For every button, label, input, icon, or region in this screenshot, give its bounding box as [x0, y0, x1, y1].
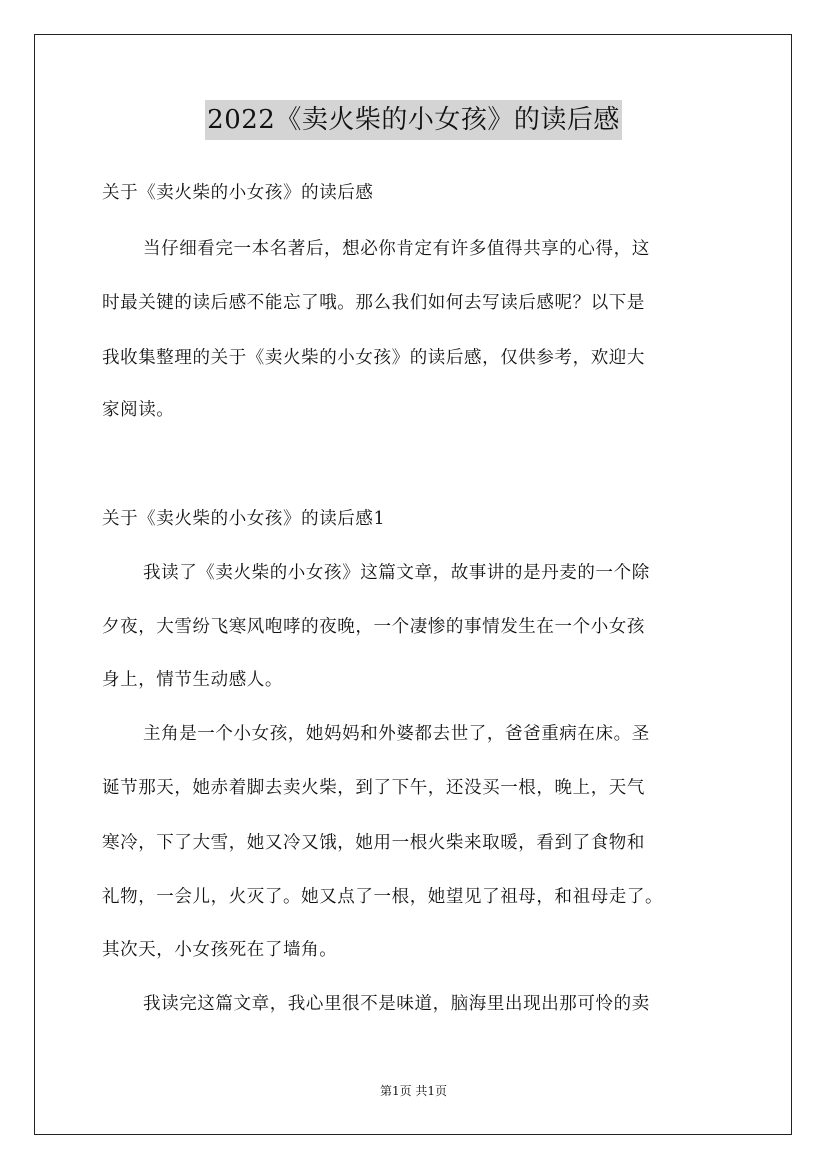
section-heading: 关于《卖火柴的小女孩》的读后感1	[102, 509, 386, 529]
paragraph-line: 当仔细看完一本名著后，想必你肯定有许多值得共享的心得，这	[143, 239, 650, 259]
document-title: 2022《卖火柴的小女孩》的读后感	[205, 100, 622, 140]
paragraph-line: 我收集整理的关于《卖火柴的小女孩》的读后感，仅供参考，欢迎大	[102, 348, 645, 368]
paragraph-line: 时最关键的读后感不能忘了哦。那么我们如何去写读后感呢？以下是	[102, 293, 645, 313]
paragraph-line: 主角是一个小女孩，她妈妈和外婆都去世了，爸爸重病在床。圣	[143, 724, 650, 744]
paragraph-line: 身上，情节生动感人。	[102, 670, 283, 690]
section-heading: 关于《卖火柴的小女孩》的读后感	[102, 183, 374, 203]
paragraph-line: 夕夜，大雪纷飞寒风咆哮的夜晚，一个凄惨的事情发生在一个小女孩	[102, 617, 645, 637]
paragraph-line: 寒冷，下了大雪，她又冷又饿，她用一根火柴来取暖，看到了食物和	[102, 833, 645, 853]
paragraph-line: 我读完这篇文章，我心里很不是味道，脑海里出现出那可怜的卖	[143, 994, 650, 1014]
paragraph-line: 家阅读。	[102, 400, 175, 420]
paragraph-line: 其次天，小女孩死在了墙角。	[102, 940, 338, 960]
paragraph-line: 我读了《卖火柴的小女孩》这篇文章，故事讲的是丹麦的一个除	[143, 563, 650, 583]
paragraph-line: 礼物，一会儿，火灭了。她又点了一根，她望见了祖母，和祖母走了。	[102, 887, 664, 907]
page-footer: 第1页 共1页	[379, 1084, 448, 1098]
title-container	[0, 100, 827, 140]
paragraph-line: 诞节那天，她赤着脚去卖火柴，到了下午，还没买一根，晚上，天气	[102, 778, 645, 798]
